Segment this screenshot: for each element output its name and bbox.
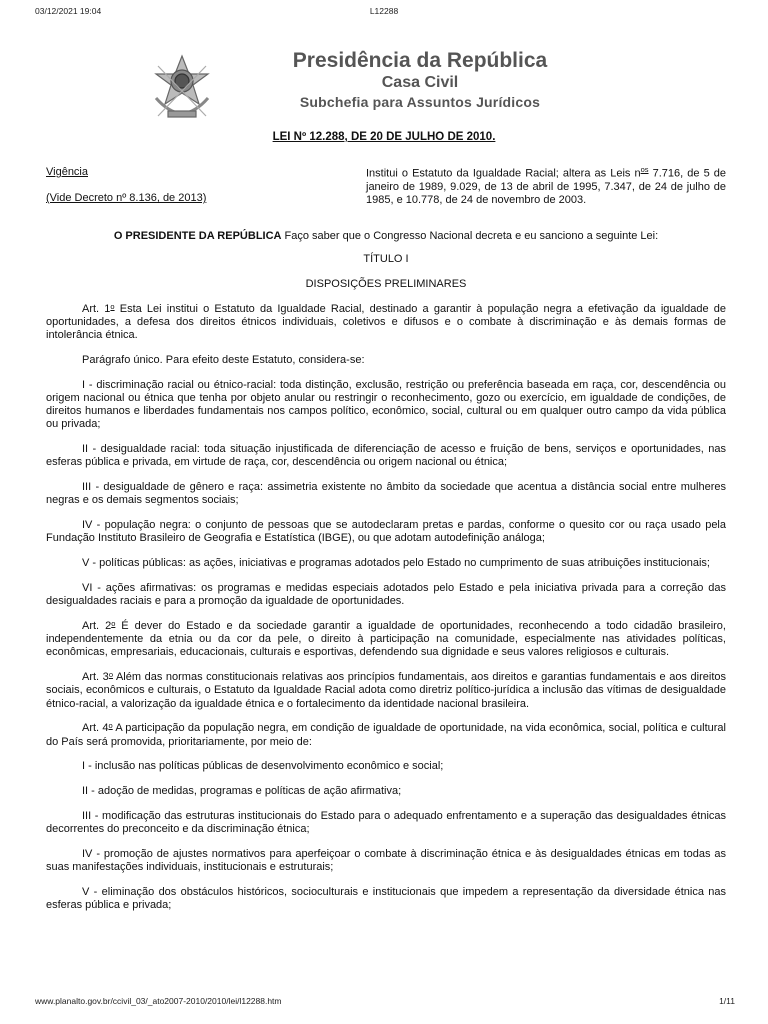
art-1-text: Esta Lei institui o Estatuto da Igualdade Racial, destinado a garantir à população negra a efetivação da igualdade de oportunidades, a defesa dos direitos étnicos individuais, coletivos e difusos e o combate à discriminação e às demais formas de intolerância étnica. (46, 302, 726, 342)
ementa (366, 163, 726, 208)
titulo-heading: TÍTULO I (363, 253, 409, 266)
art-2-text: É dever do Estado e da sociedade garantir a igualdade de oportunidades, reconhecendo a todo cidadão brasileiro, independentemente da etnia ou da cor da pele, o direito à participação na comunidade, especialmente nas atividades políticas, econômicas, empresariais, educacionais, culturais e esportivas, defendendo sua dignidade e seus valores religiosos e culturais. (46, 620, 726, 659)
vigencia-link[interactable]: Vigência (46, 166, 88, 178)
art-3-text: Além das normas constitucionais relativas aos princípios fundamentais, aos direitos e garantias fundamentais e aos direitos sociais, econômicos e culturais, o Estatuto da Igualdade Racial adota como diretriz político-jurídica a inclusão das vítimas de desigualdade étnico-racial, a valorização da igualdade étnica e o fortalecimento da identidade nacional brasileira. (46, 671, 726, 710)
print-doc-id: L12288 (369, 6, 399, 16)
law-body (46, 230, 726, 924)
inciso-4-1: I - inclusão nas políticas públicas de desenvolvimento econômico e social; (82, 760, 444, 773)
inciso-1-5: V - políticas públicas: as ações, iniciativas e programas adotados pelo Estado no cumprimento de suas atribuições institucionais; (82, 557, 710, 570)
paragrafo-unico: Parágrafo único. Para efeito deste Estatuto, considera-se: (82, 354, 365, 366)
art-2-label: Art. 2 (82, 620, 112, 632)
inciso-4-2: II - adoção de medidas, programas e políticas de ação afirmativa; (82, 785, 402, 798)
inciso-4-4: IV - promoção de ajustes normativos para aperfeiçoar o combate à discriminação étnica e às desigualdades étnicas em todas as suas manifestações individuais, institucionais e estruturais; (46, 848, 726, 874)
page-number: 1/11 (719, 996, 735, 1006)
page-url: www.planalto.gov.br/ccivil_03/_ato2007-2010/2010/lei/l12288.htm (35, 996, 282, 1006)
art-1-label: Art. 1 (82, 302, 111, 315)
enactment-text: Faço saber que o Congresso Nacional decreta e eu sanciono a seguinte Lei: (281, 230, 659, 242)
vide-decreto-link[interactable]: (Vide Decreto nº 8.136, de 2013) (46, 192, 207, 204)
ementa-text-a: Institui o Estatuto da Igualdade Racial; altera as Leis n (366, 167, 641, 180)
department-subtitle: Subchefia para Assuntos Jurídicos (299, 94, 541, 110)
inciso-4-5: V - eliminação dos obstáculos históricos, socioculturais e institucionais que impedem a representação da diversidade étnica nas esferas pública e privada; (46, 886, 726, 912)
art-3-sup: o (108, 670, 113, 680)
presidency-title: Presidência da República (292, 49, 548, 72)
art-4-text: A participação da população negra, em condição de igualdade de oportunidade, na vida econômica, social, política e cultural do País será promovida, prioritariamente, por meio de: (46, 722, 726, 748)
masthead (0, 48, 768, 128)
art-1 (46, 303, 726, 343)
inciso-1-3: III - desigualdade de gênero e raça: assimetria existente no âmbito da sociedade que acentua a distância social entre mulheres negras e os demais segmentos sociais; (46, 481, 726, 507)
ementa-text-b: 7.716, de 5 de janeiro de 1989, 9.029, de 13 de abril de 1995, 7.347, de 24 de julho de 1985, e 10.778, de 24 de novembro de 2003. (366, 167, 726, 207)
casa-civil-subtitle: Casa Civil (381, 74, 459, 91)
print-header (0, 6, 768, 20)
art-2 (46, 620, 726, 660)
masthead-titles (220, 48, 620, 112)
enactment-clause (46, 230, 726, 243)
art-1-sup: o (110, 301, 115, 311)
ementa-sup: os (640, 165, 649, 174)
art-3-label: Art. 3 (82, 671, 109, 684)
print-footer (0, 996, 768, 1010)
inciso-4-3: III - modificação das estruturas institucionais do Estado para o adequado enfrentamento e a superação das desigualdades étnicas decorrentes do preconceito e da discriminação étnica; (46, 810, 726, 836)
inciso-1-2: II - desigualdade racial: toda situação injustificada de diferenciação de acesso e fruição de bens, serviços e oportunidades, nas esferas pública e privada, em virtude de raça, cor, descendência ou origem nacional ou étnica; (46, 443, 726, 469)
inciso-1-1: I - discriminação racial ou étnico-racial: toda distinção, exclusão, restrição ou preferência baseada em raça, cor, descendência ou origem nacional ou étnica que tenha por objeto anular ou restringir o reconhecimento, gozo ou exercício, em igualdade de condições, de direitos humanos e liberdades fundamentais nos campos político, econômico, social, cultural ou em qualquer outro campo da vida pública ou privada; (46, 378, 726, 431)
art-4 (46, 722, 726, 748)
art-4-sup: o (108, 721, 113, 731)
inciso-1-6: VI - ações afirmativas: os programas e medidas especiais adotados pelo Estado e pela iniciativa privada para a correção das desigualdades raciais e para a promoção da igualdade de oportunidades. (46, 582, 726, 608)
art-2-sup: o (111, 619, 116, 628)
coat-of-arms-icon (148, 54, 216, 120)
art-3 (46, 671, 726, 711)
inciso-1-4: IV - população negra: o conjunto de pessoas que se autodeclaram pretas e pardas, conforme o quesito cor ou raça usado pela Fundação Instituto Brasileiro de Geografia e Estatística (IBGE), ou que adotam autodefinição análoga; (46, 519, 726, 545)
section-heading: DISPOSIÇÕES PRELIMINARES (305, 278, 467, 290)
print-datetime: 03/12/2021 19:04 (35, 6, 102, 16)
side-links (46, 166, 246, 204)
art-4-label: Art. 4 (82, 722, 109, 735)
law-title: LEI Nº 12.288, DE 20 DE JULHO DE 2010. (272, 131, 496, 143)
president-label: O PRESIDENTE DA REPÚBLICA (113, 230, 282, 242)
